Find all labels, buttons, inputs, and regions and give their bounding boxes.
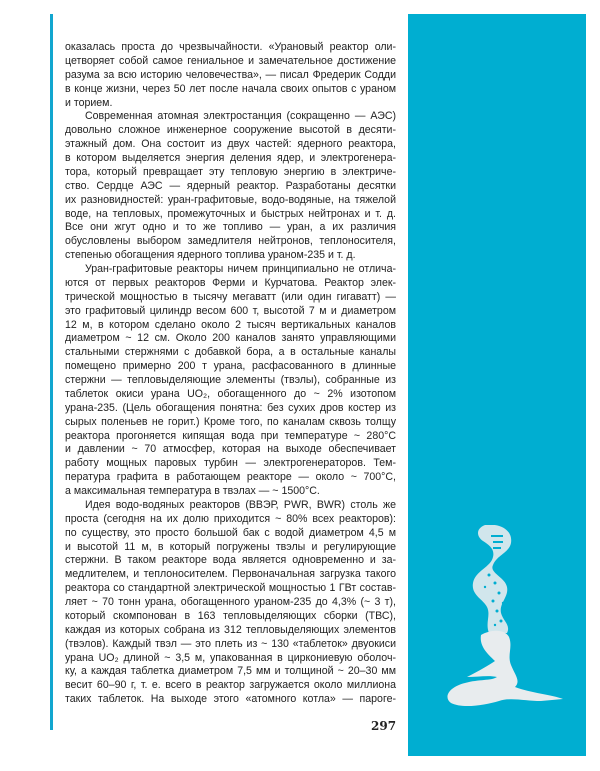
text-line: и давлении ~ 70 атмосфер, которая на выходе обеспечивает [65, 443, 396, 456]
text-line: таких таблеток. На выходе этого «атомного котла» — пароге- [65, 693, 396, 706]
paragraph [65, 41, 396, 110]
text-line: их разновидностей: уран-графитовые, водо-водяные, на тяжелой [65, 193, 396, 206]
text-line: таблеток окиси урана UO₂, обогащенного до ~ 2% изотопом [65, 387, 396, 400]
text-line: и торием. [65, 96, 113, 109]
text-line: и высотой 11 м, в который погружены твэлы и регулирующие [65, 540, 396, 553]
text-line: реактора прогоняется кипящая вода при температуре ~ 280°С [65, 429, 396, 442]
paragraph [65, 499, 396, 707]
text-line: в котором выделяется энергия деления ядер, и электрогенера- [65, 152, 396, 164]
text-line: оказалась проста до чрезвычайности. «Урановый реактор оли- [65, 41, 396, 53]
text-line: обусловлены выбором замедлителя нейтронов, теплоносителя, [65, 235, 396, 248]
body-text [65, 41, 396, 707]
accent-bar [50, 14, 53, 730]
woman-smoke-illustration-icon [445, 525, 565, 730]
text-line: урана UO₂ длиной ~ 3,5 м, упакованная в циркониевую оболоч- [65, 651, 396, 664]
text-line: реактора со стандартной электрической мощностью 1 ГВт состав- [65, 582, 396, 595]
text-line: ются от первых реакторов Ферми и Курчатова. Реактор элек- [65, 276, 396, 289]
text-line: Все они жгут одно и то же топливо — уран, а их различия [65, 221, 396, 234]
page-number: 297 [371, 719, 397, 733]
text-line: стержни. В таком реакторе вода является одновременно и за- [65, 554, 396, 567]
text-line: Уран-графитовые реакторы ничем принципиально не отлича- [85, 263, 396, 275]
text-line: стержни — тепловыделяющие элементы (твэлы), собранные из [65, 374, 396, 386]
text-line: проста (сегодня на их долю приходится ~ 80% всех реакторов): [65, 512, 396, 525]
text-line: этажный дом. Она состоит из двух частей: ядерного реактора, [65, 138, 396, 151]
paragraph [65, 110, 396, 263]
text-line: степенью обогащения ядерного топлива ураном-235 и т. д. [65, 249, 356, 262]
text-line: по существу, это просто большой бак с водой диаметром 4,5 м [65, 526, 396, 539]
text-line: ку, а каждая таблетка диаметром 7,5 мм и толщиной ~ 20–30 мм [65, 665, 396, 678]
text-line: а максимальная температура в твэлах — ~ 1500°С. [65, 485, 320, 497]
text-line: тора, который превращает эту тепловую энергию в электриче- [65, 165, 396, 178]
text-line: довольно сложное инженерное сооружение высотой в десяти- [65, 124, 396, 137]
text-line: сырых поленьев не горит.) Кроме того, по каналам сквозь толщу [65, 415, 396, 428]
text-line: работу мощных паровых турбин — электрогенераторов. Тем- [65, 457, 396, 470]
text-line: каждая из которых собрана из 312 тепловыделяющих элементов [65, 623, 396, 636]
text-line: который скомпонован в 163 тепловыделяющих сборки (ТВС), [65, 609, 396, 622]
text-line: (твэлов). Каждый твэл — это плеть из ~ 130 «таблеток» двуокиси [65, 637, 396, 650]
paragraph [65, 263, 396, 499]
text-line: цетворяет собой самое гениальное и замечательное достижение [65, 54, 396, 67]
text-line: ляет ~ 70 тонн урана, обогащенного ураном-235 до 4,3% (~ 3 т), [65, 596, 396, 608]
text-line: помещено примерно 200 т урана, расфасованного в длинные [65, 360, 396, 373]
text-line: трической мощностью в тысячу мегаватт (или один гигаватт) — [65, 290, 396, 303]
text-line: стальными стержнями с добавкой бора, а в остальные каналы [65, 346, 396, 359]
text-line: медлителем, и теплоносителем. Первоначальная загрузка такого [65, 568, 396, 581]
text-line: Идея водо-водяных реакторов (ВВЭР, PWR, BWR) столь же [85, 498, 396, 511]
text-line: воде, на тепловых, промежуточных и быстрых нейтронах и т. д. [65, 207, 396, 220]
text-line: это графитовый цилиндр весом 600 т, высотой 7 м и диаметром [65, 304, 396, 317]
text-line: весит 60–90 г, т. е. всего в реактор загружается около миллиона [65, 679, 396, 692]
text-line: 12 м, в котором сделано около 2 тысяч вертикальных каналов [65, 318, 396, 331]
text-line: пература графита в работающем реакторе — около ~ 700°С, [65, 471, 396, 484]
text-line: в конце жизни, через 50 лет после начала своих опытов с ураном [65, 82, 396, 95]
text-line: разума за всю историю человечества», — писал Фредерик Содди [65, 68, 396, 81]
text-line: Современная атомная электростанция (сокращенно — АЭС) [85, 110, 396, 123]
text-line: урана-235. (Цель обогащения понятна: без сухих дров костер из [65, 401, 396, 414]
text-line: ство. Сердце АЭС — ядерный реактор. Разработаны десятки [65, 179, 396, 192]
text-line: диаметром ~ 12 см. Около 200 каналов занято управляющими [65, 332, 396, 345]
